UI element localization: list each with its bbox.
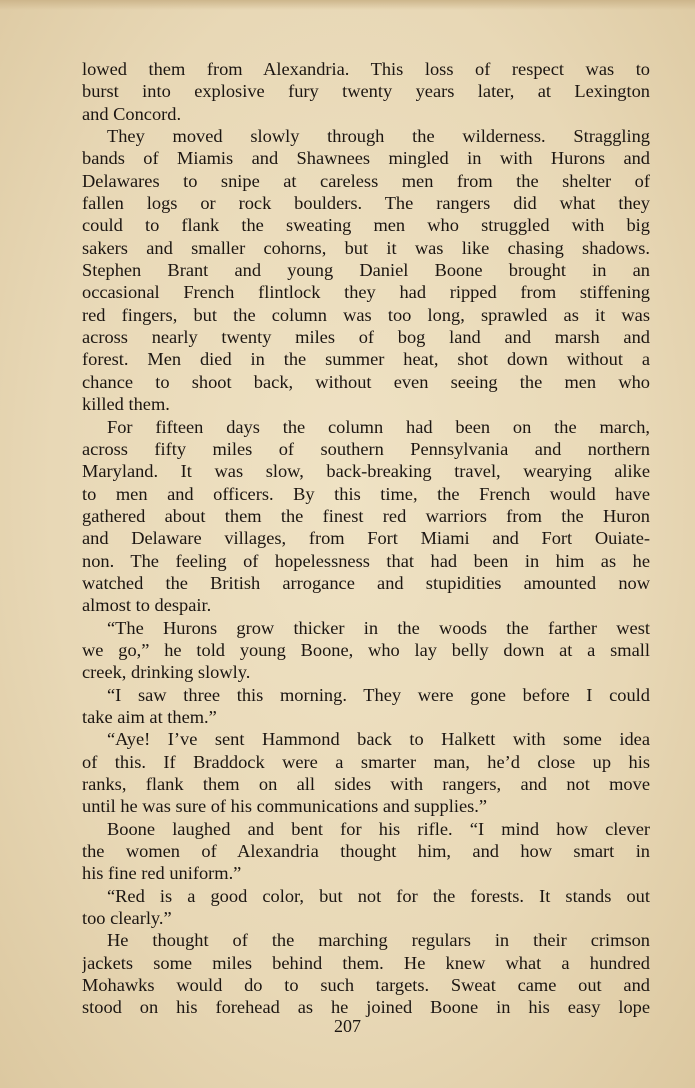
text-line: almost to despair.: [82, 595, 212, 616]
text-line: creek, drinking slowly.: [82, 662, 251, 683]
text-line: fallen logs or rock boulders. The rangers did what they: [82, 193, 650, 214]
text-line: sakers and smaller cohorns, but it was like chasing shadows.: [82, 237, 650, 258]
text-line: “Aye! I’ve sent Hammond back to Halkett with some idea: [107, 729, 650, 750]
text-line: Boone laughed and bent for his rifle. “I mind how clever: [107, 818, 650, 839]
body-text: [82, 58, 650, 1019]
text-line: Maryland. It was slow, back-breaking travel, wearying alike: [82, 461, 650, 482]
text-line: the women of Alexandria thought him, and how smart in: [82, 841, 650, 862]
text-line: across fifty miles of southern Pennsylvania and northern: [82, 438, 650, 459]
text-line: lowed them from Alexandria. This loss of respect was to: [82, 59, 650, 79]
text-line: across nearly twenty miles of bog land and marsh and: [82, 327, 650, 348]
text-line: bands of Miamis and Shawnees mingled in with Hurons and: [82, 148, 650, 169]
text-line: burst into explosive fury twenty years later, at Lexington: [82, 81, 650, 102]
text-line: jackets some miles behind them. He knew what a hundred: [82, 952, 650, 973]
text-line: watched the British arrogance and stupidities amounted now: [82, 572, 650, 593]
text-line: of this. If Braddock were a smarter man, he’d close up his: [82, 751, 650, 772]
text-line: occasional French flintlock they had ripped from stiffening: [82, 282, 650, 303]
text-line: gathered about them the finest red warriors from the Huron: [82, 505, 650, 526]
text-line: and Concord.: [82, 103, 182, 124]
text-line: “Red is a good color, but not for the forests. It stands out: [107, 885, 650, 906]
text-line: too clearly.”: [82, 908, 172, 929]
text-line: killed them.: [82, 394, 170, 415]
text-line: Mohawks would do to such targets. Sweat came out and: [82, 975, 650, 996]
text-line: For fifteen days the column had been on the march,: [107, 416, 650, 437]
text-line: Delawares to snipe at careless men from the shelter of: [82, 170, 650, 191]
text-line: red fingers, but the column was too long, sprawled as it was: [82, 304, 650, 325]
text-line: non. The feeling of hopelessness that had been in him as he: [82, 550, 650, 571]
text-line: chance to shoot back, without even seeing the men who: [82, 371, 650, 392]
text-line: forest. Men died in the summer heat, shot down without a: [82, 349, 650, 370]
text-line: ranks, flank them on all sides with rangers, and not move: [82, 774, 650, 794]
text-line: his fine red uniform.”: [82, 863, 242, 884]
text-line: They moved slowly through the wilderness. Straggling: [107, 126, 650, 147]
text-line: and Delaware villages, from Fort Miami and Fort Ouiate-: [82, 528, 650, 549]
text-line: we go,” he told young Boone, who lay belly down at a small: [82, 639, 650, 660]
text-line: “I saw three this morning. They were gone before I could: [107, 684, 650, 705]
text-line: could to flank the sweating men who struggled with big: [82, 215, 650, 236]
page-number: 207: [334, 1016, 361, 1036]
text-line: stood on his forehead as he joined Boone in his easy lope: [82, 997, 650, 1018]
text-line: He thought of the marching regulars in their crimson: [107, 930, 650, 951]
text-line: until he was sure of his communications and supplies.”: [82, 796, 488, 817]
text-line: take aim at them.”: [82, 706, 217, 727]
text-line: to men and officers. By this time, the French would have: [82, 483, 650, 504]
text-line: “The Hurons grow thicker in the woods the farther west: [107, 617, 650, 638]
text-line: Stephen Brant and young Daniel Boone brought in an: [82, 260, 650, 281]
